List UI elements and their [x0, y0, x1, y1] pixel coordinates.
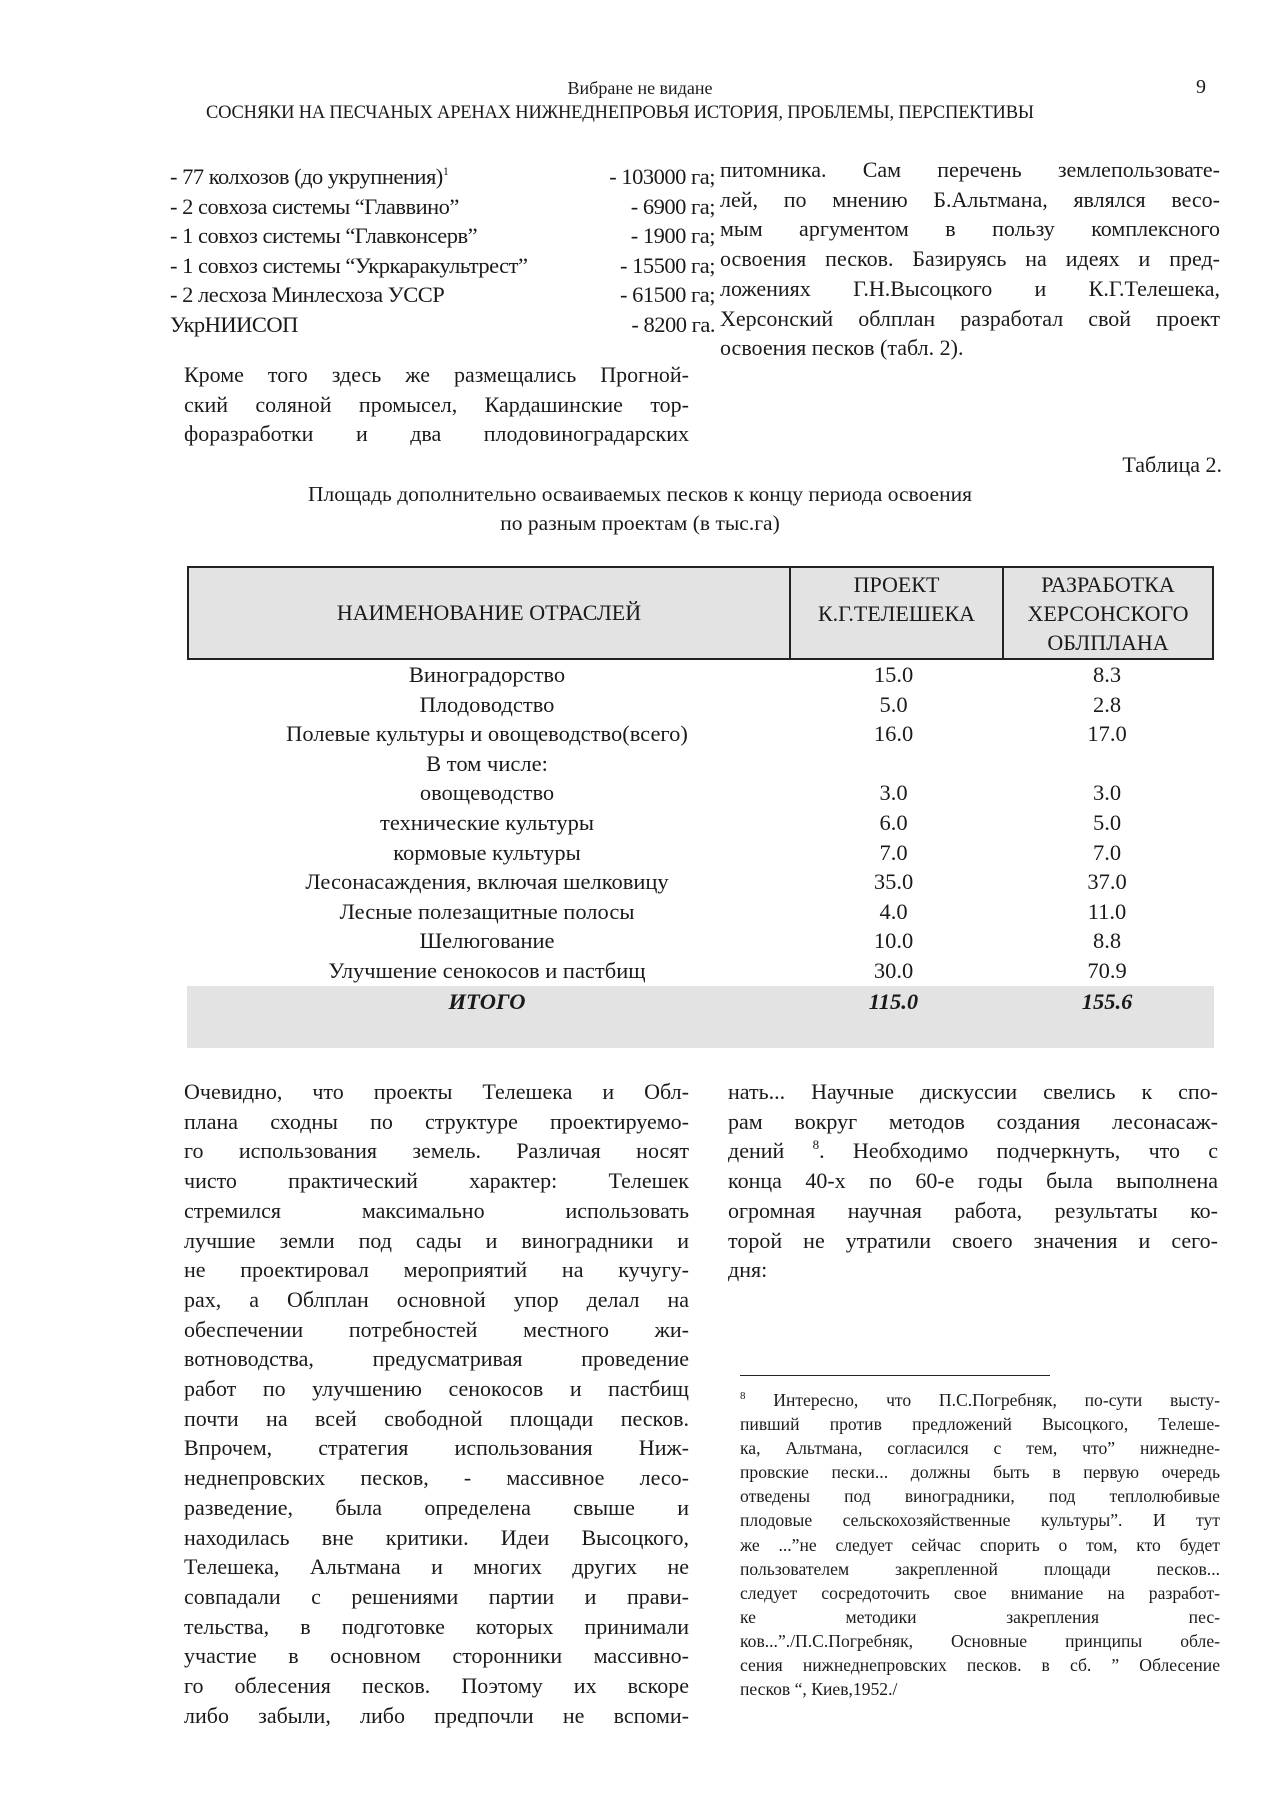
- text-line: обеспечении потребностей местного жи-: [184, 1316, 689, 1342]
- cell-name: Полевые культуры и овощеводство(всего): [286, 721, 688, 747]
- table-row: [187, 719, 1214, 749]
- text-line: [740, 1388, 1220, 1412]
- text-line: конца 40-х по 60-е годы была выполнена: [728, 1168, 1218, 1194]
- land-user-name: - 1 совхоз системы “Укркаракультрест”: [170, 252, 528, 278]
- table-header: [187, 566, 1214, 660]
- cell-name: Шелюгование: [419, 928, 555, 954]
- text-line: пивший против предложений Высоцкого, Телеше-: [740, 1414, 1220, 1435]
- text-line: разведение, была определена свыше и: [184, 1494, 689, 1520]
- text-line: отведены под виноградники, под теплолюбивые: [740, 1486, 1220, 1507]
- text-line: [728, 1136, 1218, 1166]
- cell-name: Улучшение сенокосов и пастбищ: [328, 957, 646, 983]
- text-line: совпадали с решениями партии и прави-: [184, 1583, 689, 1609]
- table-row: [187, 867, 1214, 897]
- text-line: Впрочем, стратегия использования Ниж-: [184, 1435, 689, 1461]
- text-line: го использования земель. Различая носят: [184, 1138, 689, 1164]
- cell-oblplan: 3.0: [1092, 780, 1122, 806]
- text-fragment: Интересно, что П.С.Погребняк, по-сути высту-: [745, 1390, 1220, 1410]
- text-line: рам вокруг методов создания лесонасаж-: [728, 1108, 1218, 1134]
- land-users-list: [170, 162, 715, 339]
- text-line: освоения песков. Базируясь на идеях и пред-: [720, 246, 1220, 272]
- land-user-name: - 2 совхоза системы “Главвино”: [170, 193, 459, 219]
- header-line: ОБЛПЛАНА: [1047, 630, 1169, 655]
- cell-telesheka: 30.0: [873, 957, 914, 983]
- table-body: [187, 660, 1214, 1048]
- table-label: Таблица 2.: [1122, 452, 1222, 477]
- cell-name: Виноградорство: [408, 662, 566, 687]
- running-header-title: СОСНЯКИ НА ПЕСЧАНЫХ АРЕНАХ НИЖНЕДНЕПРОВЬЯ ИСТОРИЯ, ПРОБЛЕМЫ, ПЕРСПЕКТИВЫ: [206, 103, 1034, 123]
- table-row: [187, 749, 1214, 779]
- text-line: стремился максимально использовать: [184, 1197, 689, 1223]
- text-line: не проектировал мероприятий на кучугу-: [184, 1257, 689, 1283]
- text-line: Кроме того здесь же размещались Прогной-: [184, 362, 689, 387]
- cell-name: овощеводство: [419, 780, 555, 806]
- cell-name: Лесные полезащитные полосы: [339, 898, 635, 924]
- cell-telesheka: 7.0: [879, 839, 908, 865]
- column-header-oblplan: [1002, 568, 1212, 658]
- text-line: Очевидно, что проекты Телешека и Обл-: [184, 1079, 689, 1104]
- paragraph-left-middle: [184, 360, 689, 449]
- text-line: ка, Альтмана, согласился с тем, что” нижнедне-: [740, 1438, 1220, 1459]
- text-line: дня:: [728, 1257, 768, 1283]
- footnote: [740, 1388, 1220, 1701]
- cell-oblplan: 7.0: [1092, 839, 1122, 865]
- list-item: [170, 310, 715, 340]
- text-line: огромная научная работа, результаты ко-: [728, 1197, 1218, 1223]
- table-title-line: Площадь дополнительно осваиваемых песков к концу периода освоения: [307, 482, 972, 506]
- cell-name: Плодоводство: [419, 691, 555, 717]
- footnote-separator: [740, 1375, 1050, 1376]
- table-title: [0, 480, 1280, 538]
- text-line: песков “, Киев,1952./: [740, 1679, 898, 1700]
- header-line: К.Г.ТЕЛЕШЕКА: [817, 601, 976, 626]
- total-label: ИТОГО: [448, 988, 526, 1014]
- page-number: 9: [1196, 76, 1206, 98]
- text-line: питомника. Сам перечень землепользовате-: [720, 157, 1220, 182]
- cell-name: В том числе:: [426, 750, 548, 776]
- land-user-name: УкрНИИСОП: [170, 311, 298, 337]
- text-fragment: дений: [728, 1138, 813, 1164]
- land-area: - 61500 га;: [620, 282, 715, 307]
- cell-oblplan: 5.0: [1092, 809, 1122, 835]
- total-oblplan: 155.6: [1081, 988, 1133, 1014]
- table-title-line: по разным проектам (в тыс.га): [500, 511, 780, 535]
- cell-telesheka: 4.0: [879, 898, 908, 924]
- running-header-subtitle: Вибране не видане: [567, 78, 713, 98]
- text-line: плана сходны по структуре проектируемо-: [184, 1108, 689, 1134]
- list-item: [170, 221, 715, 251]
- text-line: вотноводства, предусматривая проведение: [184, 1346, 689, 1372]
- list-item: [170, 280, 715, 310]
- cell-oblplan: 8.8: [1092, 928, 1122, 954]
- table-row: [187, 838, 1214, 868]
- text-line: тельства, в подготовке которых принимали: [184, 1613, 689, 1639]
- text-line: Телешека, Альтмана и многих других не: [184, 1554, 689, 1580]
- text-line: Херсонский облплан разработал свой проект: [720, 305, 1220, 331]
- text-line: следует сосредоточить свое внимание на разработ-: [740, 1582, 1220, 1603]
- land-area: - 6900 га;: [630, 193, 715, 219]
- text-line: почти на всей свободной площади песков.: [184, 1405, 689, 1431]
- cell-oblplan: 8.3: [1092, 662, 1122, 687]
- header-line: ПРОЕКТ: [853, 572, 940, 597]
- cell-oblplan: 11.0: [1087, 898, 1127, 924]
- cell-telesheka: 16.0: [873, 721, 914, 747]
- text-line: рах, а Облплан основной упор делал на: [184, 1286, 689, 1312]
- text-line: находилась вне критики. Идеи Высоцкого,: [184, 1524, 689, 1550]
- cell-name: кормовые культуры: [393, 839, 581, 865]
- table-row: [187, 660, 1214, 690]
- column-header-name: НАИМЕНОВАНИЕ ОТРАСЛЕЙ: [336, 600, 642, 625]
- paragraph-right-bottom: [728, 1077, 1218, 1285]
- land-area: - 15500 га;: [620, 252, 715, 278]
- table-row: [187, 897, 1214, 927]
- list-item: [170, 192, 715, 222]
- text-line: ков...”./П.С.Погребняк, Основные принципы обле-: [740, 1630, 1220, 1651]
- table-row: [187, 926, 1214, 956]
- text-line: торой не утратили своего значения и сего-: [728, 1227, 1218, 1253]
- table-row: [187, 808, 1214, 838]
- land-area: - 8200 га.: [631, 311, 715, 337]
- cell-name: Лесонасаждения, включая шелковицу: [305, 869, 669, 895]
- text-line: освоения песков (табл. 2).: [720, 335, 964, 361]
- cell-name: технические культуры: [380, 809, 594, 835]
- cell-telesheka: 3.0: [879, 780, 908, 806]
- text-line: неднепровских песков, - массивное лесо-: [184, 1465, 689, 1491]
- data-table: [187, 566, 1214, 1048]
- column-header-telesheka: [789, 568, 1002, 658]
- text-line: лучшие земли под сады и виноградники и: [184, 1227, 689, 1253]
- table-row: [187, 778, 1214, 808]
- text-line: плодовые сельскохозяйственные культуры”. И тут: [740, 1510, 1220, 1531]
- text-line: ский соляной промысел, Кардашинские тор-: [184, 391, 689, 417]
- land-user-name: - 2 лесхоза Минлесхоза УССР: [170, 282, 445, 307]
- cell-oblplan: 2.8: [1092, 691, 1122, 717]
- land-area: - 1900 га;: [630, 223, 715, 248]
- text-line: лей, по мнению Б.Альтмана, являлся весо-: [720, 186, 1220, 212]
- cell-telesheka: 5.0: [879, 691, 908, 717]
- table-row: [187, 956, 1214, 986]
- land-user-name: - 77 колхозов (до укрупнения): [170, 164, 443, 189]
- land-area: - 103000 га;: [609, 164, 715, 189]
- cell-telesheka: 6.0: [879, 809, 908, 835]
- text-line: либо забыли, либо предпочли не вспоми-: [184, 1702, 689, 1728]
- list-item: [170, 251, 715, 281]
- text-line: же ...”не следует сейчас спорить о том, кто будет: [740, 1534, 1220, 1555]
- text-line: ложениях Г.Н.Высоцкого и К.Г.Телешека,: [720, 275, 1220, 301]
- footnote-ref: 8: [812, 1137, 820, 1153]
- paragraph-right-top: [720, 155, 1220, 363]
- text-line: пользователем закрепленной площади песков...: [740, 1558, 1220, 1579]
- text-line: участие в основном сторонники массивно-: [184, 1643, 689, 1669]
- cell-telesheka: 35.0: [873, 869, 914, 895]
- total-telesheka: 115.0: [868, 988, 919, 1014]
- text-line: нать... Научные дискуссии свелись к спо-: [728, 1079, 1218, 1104]
- cell-oblplan: 70.9: [1087, 957, 1127, 983]
- text-line: форазработки и два плодовиноградарских: [184, 421, 689, 447]
- land-user-name: - 1 совхоз системы “Главконсерв”: [170, 223, 478, 248]
- header-line: РАЗРАБОТКА: [1041, 572, 1175, 597]
- text-line: работ по улучшению сенокосов и пастбищ: [184, 1376, 689, 1402]
- cell-telesheka: 15.0: [873, 662, 914, 687]
- cell-oblplan: 17.0: [1087, 721, 1127, 747]
- table-total-row: [187, 986, 1214, 1048]
- table-row: [187, 690, 1214, 720]
- footnote-marker: 8: [740, 1390, 746, 1402]
- list-item: [170, 162, 715, 192]
- footnote-ref: 1: [442, 164, 449, 178]
- text-line: сения нижнеднепровских песков. в сб. ” Облесение: [740, 1655, 1220, 1676]
- text-line: ке методики закрепления пес-: [740, 1606, 1220, 1627]
- paragraph-left-bottom: [184, 1077, 689, 1730]
- text-fragment: . Необходимо подчеркнуть, что с: [819, 1138, 1218, 1164]
- cell-telesheka: 10.0: [873, 928, 914, 954]
- text-line: чисто практический характер: Телешек: [184, 1168, 689, 1194]
- text-line: мым аргументом в пользу комплексного: [720, 216, 1220, 242]
- text-line: го облесения песков. Поэтому их вскоре: [184, 1673, 689, 1699]
- header-line: ХЕРСОНСКОГО: [1027, 601, 1189, 626]
- cell-oblplan: 37.0: [1087, 869, 1127, 895]
- text-line: провские пески... должны быть в первую очередь: [740, 1462, 1220, 1483]
